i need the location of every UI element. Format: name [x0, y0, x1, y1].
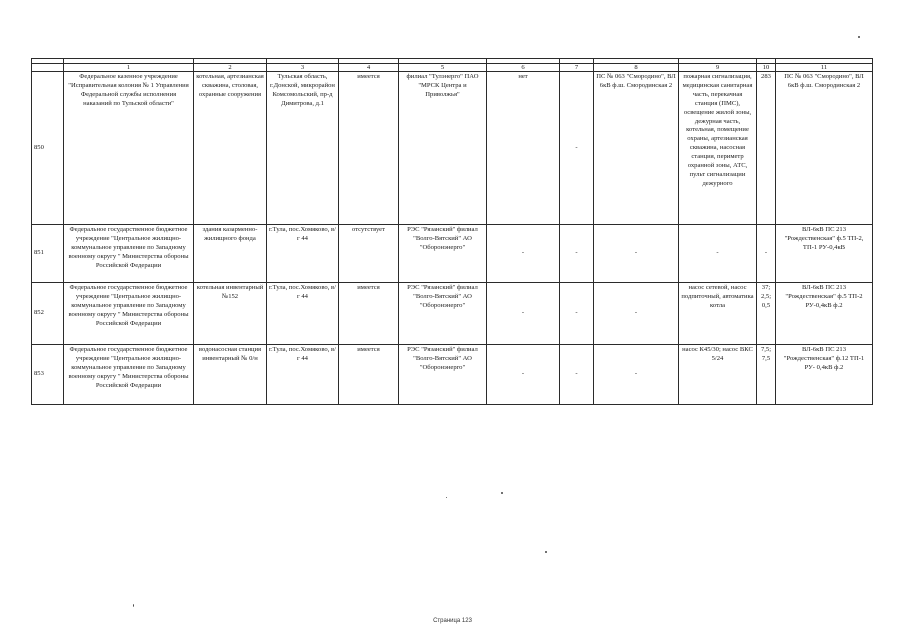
address-cell: г.Тула, пос.Хомяково, в/г 44 — [267, 283, 339, 345]
availability-cell: отсутствует — [339, 225, 399, 283]
facility-cell: котельная, артезианская скважина, столовая, охранные сооружения — [194, 72, 267, 225]
address-cell: Тульская область, г.Донской, микрорайон Комсомольский, пр-д Димитрова, д.1 — [267, 72, 339, 225]
equipment-cell: пожарная сигнализация, медицинская санитарная часть, перекачная станция (ПМС), освещение жилой зоны, дежурная часть, котельная, помещение охраны, артезианская скважина, насосная станция, периметр охранной зоны, АТС, пульт сигнализации дежурного — [679, 72, 757, 225]
power-line-cell: ВЛ-6кВ ПС 213 "Рождественская" ф.12 ТП-1 РУ- 0,4кВ ф.2 — [776, 345, 873, 405]
column-6-cell: - — [487, 345, 560, 405]
availability-cell: имеется — [339, 345, 399, 405]
power-cell: 283 — [757, 72, 776, 225]
row-number-cell: 850 — [32, 72, 64, 225]
row-number-cell: 852 — [32, 283, 64, 345]
column-6-cell: нет — [487, 72, 560, 225]
address-cell: г.Тула, пос.Хомяково, в/г 44 — [267, 225, 339, 283]
scan-speck — [545, 551, 547, 553]
column-number-cell: 8 — [594, 64, 679, 72]
table-row — [32, 225, 873, 283]
column-number-cell — [32, 64, 64, 72]
column-number-cell: 6 — [487, 64, 560, 72]
facility-cell: водонасосная станция инвентарный № 0/н — [194, 345, 267, 405]
column-7-cell: - — [560, 225, 594, 283]
power-cell: 37; 2,5; 0,5 — [757, 283, 776, 345]
facility-cell: здания казарменно-жилищного фонда — [194, 225, 267, 283]
organization-cell: Федеральное государственное бюджетное учреждение "Центральное жилищно-коммунальное управление по Западному военному округу " Министерства обороны Российской Федерации — [64, 283, 194, 345]
supplier-cell: РЭС "Рязанский" филиал "Волго-Вятский" АО "Оборонэнерго" — [399, 225, 487, 283]
column-6-cell: - — [487, 283, 560, 345]
substation-cell: - — [594, 345, 679, 405]
substation-cell: ПС № 063 "Смородино", ВЛ 6кВ ф.ш. Смородинская 2 — [594, 72, 679, 225]
scan-speck — [501, 492, 503, 494]
supplier-cell: филиал "Тулэнерго" ПАО "МРСК Центра и Приволжья" — [399, 72, 487, 225]
organization-cell: Федеральное государственное бюджетное учреждение "Центральное жилищно-коммунальное управление по Западному военному округу " Министерства обороны Российской Федерации — [64, 345, 194, 405]
power-cell: - — [757, 225, 776, 283]
column-number-cell: 11 — [776, 64, 873, 72]
registry-table — [31, 58, 873, 405]
table-row — [32, 345, 873, 405]
power-line-cell: ВЛ-6кВ ПС 213 "Рождественская" ф.5 ТП-2 РУ-0,4кВ ф.2 — [776, 283, 873, 345]
column-number-cell: 1 — [64, 64, 194, 72]
equipment-cell: насос сетевой, насос подпиточный, автоматика котла — [679, 283, 757, 345]
organization-cell: Федеральное государственное бюджетное учреждение "Центральное жилищно-коммунальное управление по Западному военному округу " Министерства обороны Российской Федерации — [64, 225, 194, 283]
availability-cell: имеется — [339, 72, 399, 225]
scan-speck — [858, 36, 860, 38]
column-7-cell: - — [560, 345, 594, 405]
column-6-cell: - — [487, 225, 560, 283]
table-row — [32, 72, 873, 225]
substation-cell: - — [594, 283, 679, 345]
availability-cell: имеется — [339, 283, 399, 345]
column-number-cell: 10 — [757, 64, 776, 72]
column-7-cell: - — [560, 283, 594, 345]
column-7-cell: - — [560, 72, 594, 225]
facility-cell: котельная инвентарный №152 — [194, 283, 267, 345]
substation-cell: - — [594, 225, 679, 283]
row-number-cell: 851 — [32, 225, 64, 283]
power-line-cell: ВЛ-6кВ ПС 213 "Рождественская" ф.5 ТП-2, ТП-1 РУ-0,4кВ — [776, 225, 873, 283]
column-number-cell: 4 — [339, 64, 399, 72]
power-cell: 7,5; 7,5 — [757, 345, 776, 405]
power-line-cell: ПС № 063 "Смородино", ВЛ 6кВ ф.ш. Смородинская 2 — [776, 72, 873, 225]
table-row — [32, 283, 873, 345]
column-number-cell: 2 — [194, 64, 267, 72]
page-number: Страница 123 — [433, 618, 472, 624]
scan-speck — [446, 497, 447, 498]
column-number-cell: 3 — [267, 64, 339, 72]
supplier-cell: РЭС "Рязанский" филиал "Волго-Вятский" АО "Оборонэнерго" — [399, 345, 487, 405]
organization-cell: Федеральное казенное учреждение "Исправительная колония № 1 Управления Федеральной службы исполнения наказаний по Тульской области" — [64, 72, 194, 225]
address-cell: г.Тула, пос.Хомяково, в/г 44 — [267, 345, 339, 405]
column-number-cell: 9 — [679, 64, 757, 72]
equipment-cell: - — [679, 225, 757, 283]
column-number-cell: 7 — [560, 64, 594, 72]
column-number-cell: 5 — [399, 64, 487, 72]
equipment-cell: насос К45/30; насос ВКС 5/24 — [679, 345, 757, 405]
row-number-cell: 853 — [32, 345, 64, 405]
column-number-row — [32, 64, 873, 72]
scan-speck — [133, 604, 134, 607]
supplier-cell: РЭС "Рязанский" филиал "Волго-Вятский" АО "Оборонэнерго" — [399, 283, 487, 345]
